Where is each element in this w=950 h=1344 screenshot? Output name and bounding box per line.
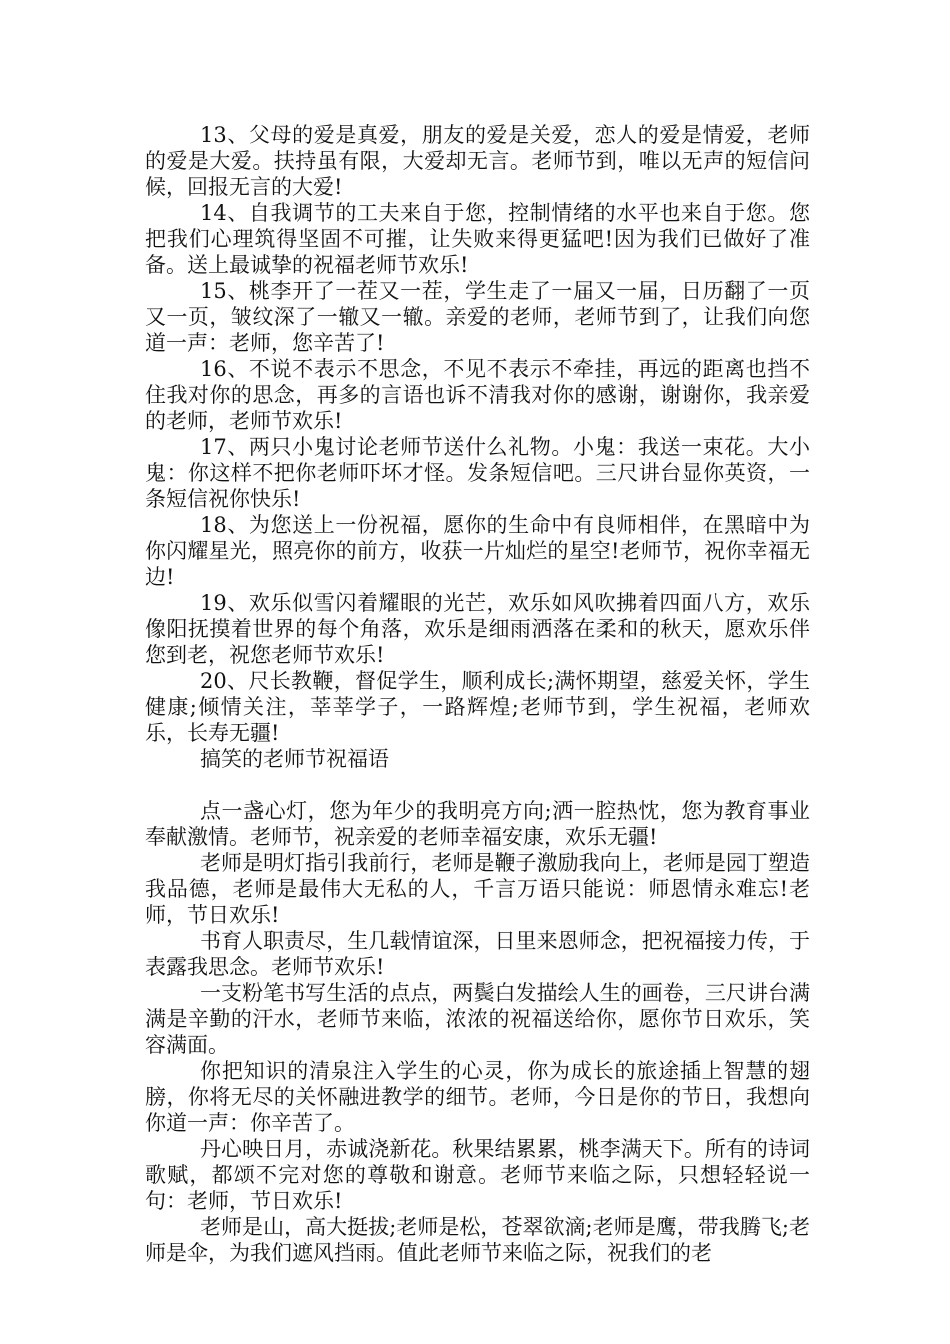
paragraph-19: 19、欢乐似雪闪着耀眼的光芒，欢乐如风吹拂着四面八方，欢乐像阳抚摸着世界的每个角落，欢乐是细雨洒落在柔和的秋天，愿欢乐伴您到老，祝您老师节欢乐!: [145, 591, 810, 667]
paragraph-17: 17、两只小鬼讨论老师节送什么礼物。小鬼：我送一束花。大小鬼：你这样不把你老师吓坏才怪。发条短信吧。三尺讲台显你英资，一条短信祝你快乐!: [145, 435, 810, 511]
blank-line: [145, 772, 810, 798]
paragraph-16: 16、不说不表示不思念，不见不表示不牵挂，再远的距离也挡不住我对你的思念，再多的言语也诉不清我对你的感谢，谢谢你，我亲爱的老师，老师节欢乐!: [145, 357, 810, 433]
paragraph-20: 20、尺长教鞭，督促学生，顺利成长;满怀期望，慈爱关怀，学生健康;倾情关注，莘莘学子，一路辉煌;老师节到，学生祝福，老师欢乐，长寿无疆!: [145, 669, 810, 745]
wish-paragraph-7: 老师是山，高大挺拔;老师是松，苍翠欲滴;老师是鹰，带我腾飞;老师是伞，为我们遮风挡雨。值此老师节来临之际，祝我们的老: [145, 1215, 810, 1265]
paragraph-18: 18、为您送上一份祝福，愿你的生命中有良师相伴，在黑暗中为你闪耀星光，照亮你的前方，收获一片灿烂的星空!老师节，祝你幸福无边!: [145, 513, 810, 589]
wish-paragraph-1: 点一盏心灯，您为年少的我明亮方向;洒一腔热忱，您为教育事业奉献激情。老师节，祝亲爱的老师幸福安康，欢乐无疆!: [145, 799, 810, 849]
section-heading: 搞笑的老师节祝福语: [200, 747, 389, 771]
wish-paragraph-2: 老师是明灯指引我前行，老师是鞭子激励我向上，老师是园丁塑造我品德，老师是最伟大无私的人，千言万语只能说：师恩情永难忘!老师，节日欢乐!: [145, 851, 810, 927]
document-page: [145, 122, 810, 1266]
wish-paragraph-4: 一支粉笔书写生活的点点，两鬓白发描绘人生的画卷，三尺讲台满满是辛勤的汗水，老师节来临，浓浓的祝福送给你，愿你节日欢乐，笑容满面。: [145, 981, 810, 1057]
wish-paragraph-6: 丹心映日月，赤诚浇新花。秋果结累累，桃李满天下。所有的诗词歌赋，都颂不完对您的尊敬和谢意。老师节来临之际，只想轻轻说一句：老师，节日欢乐!: [145, 1137, 810, 1213]
wish-paragraph-5: 你把知识的清泉注入学生的心灵，你为成长的旅途插上智慧的翅膀，你将无尽的关怀融进教学的细节。老师，今日是你的节日，我想向你道一声：你辛苦了。: [145, 1059, 810, 1135]
paragraph-15: 15、桃李开了一茬又一茬，学生走了一届又一届，日历翻了一页又一页，皱纹深了一辙又一辙。亲爱的老师，老师节到了，让我们向您道一声：老师，您辛苦了!: [145, 279, 810, 355]
paragraph-14: 14、自我调节的工夫来自于您，控制情绪的水平也来自于您。您把我们心理筑得坚固不可摧，让失败来得更猛吧!因为我们已做好了准备。送上最诚挚的祝福老师节欢乐!: [145, 201, 810, 277]
paragraph-13: 13、父母的爱是真爱，朋友的爱是关爱，恋人的爱是情爱，老师的爱是大爱。扶持虽有限，大爱却无言。老师节到，唯以无声的短信问候，回报无言的大爱!: [145, 123, 810, 199]
wish-paragraph-3: 书育人职责尽，生几载情谊深，日里来恩师念，把祝福接力传，于表露我思念。老师节欢乐!: [145, 929, 810, 979]
